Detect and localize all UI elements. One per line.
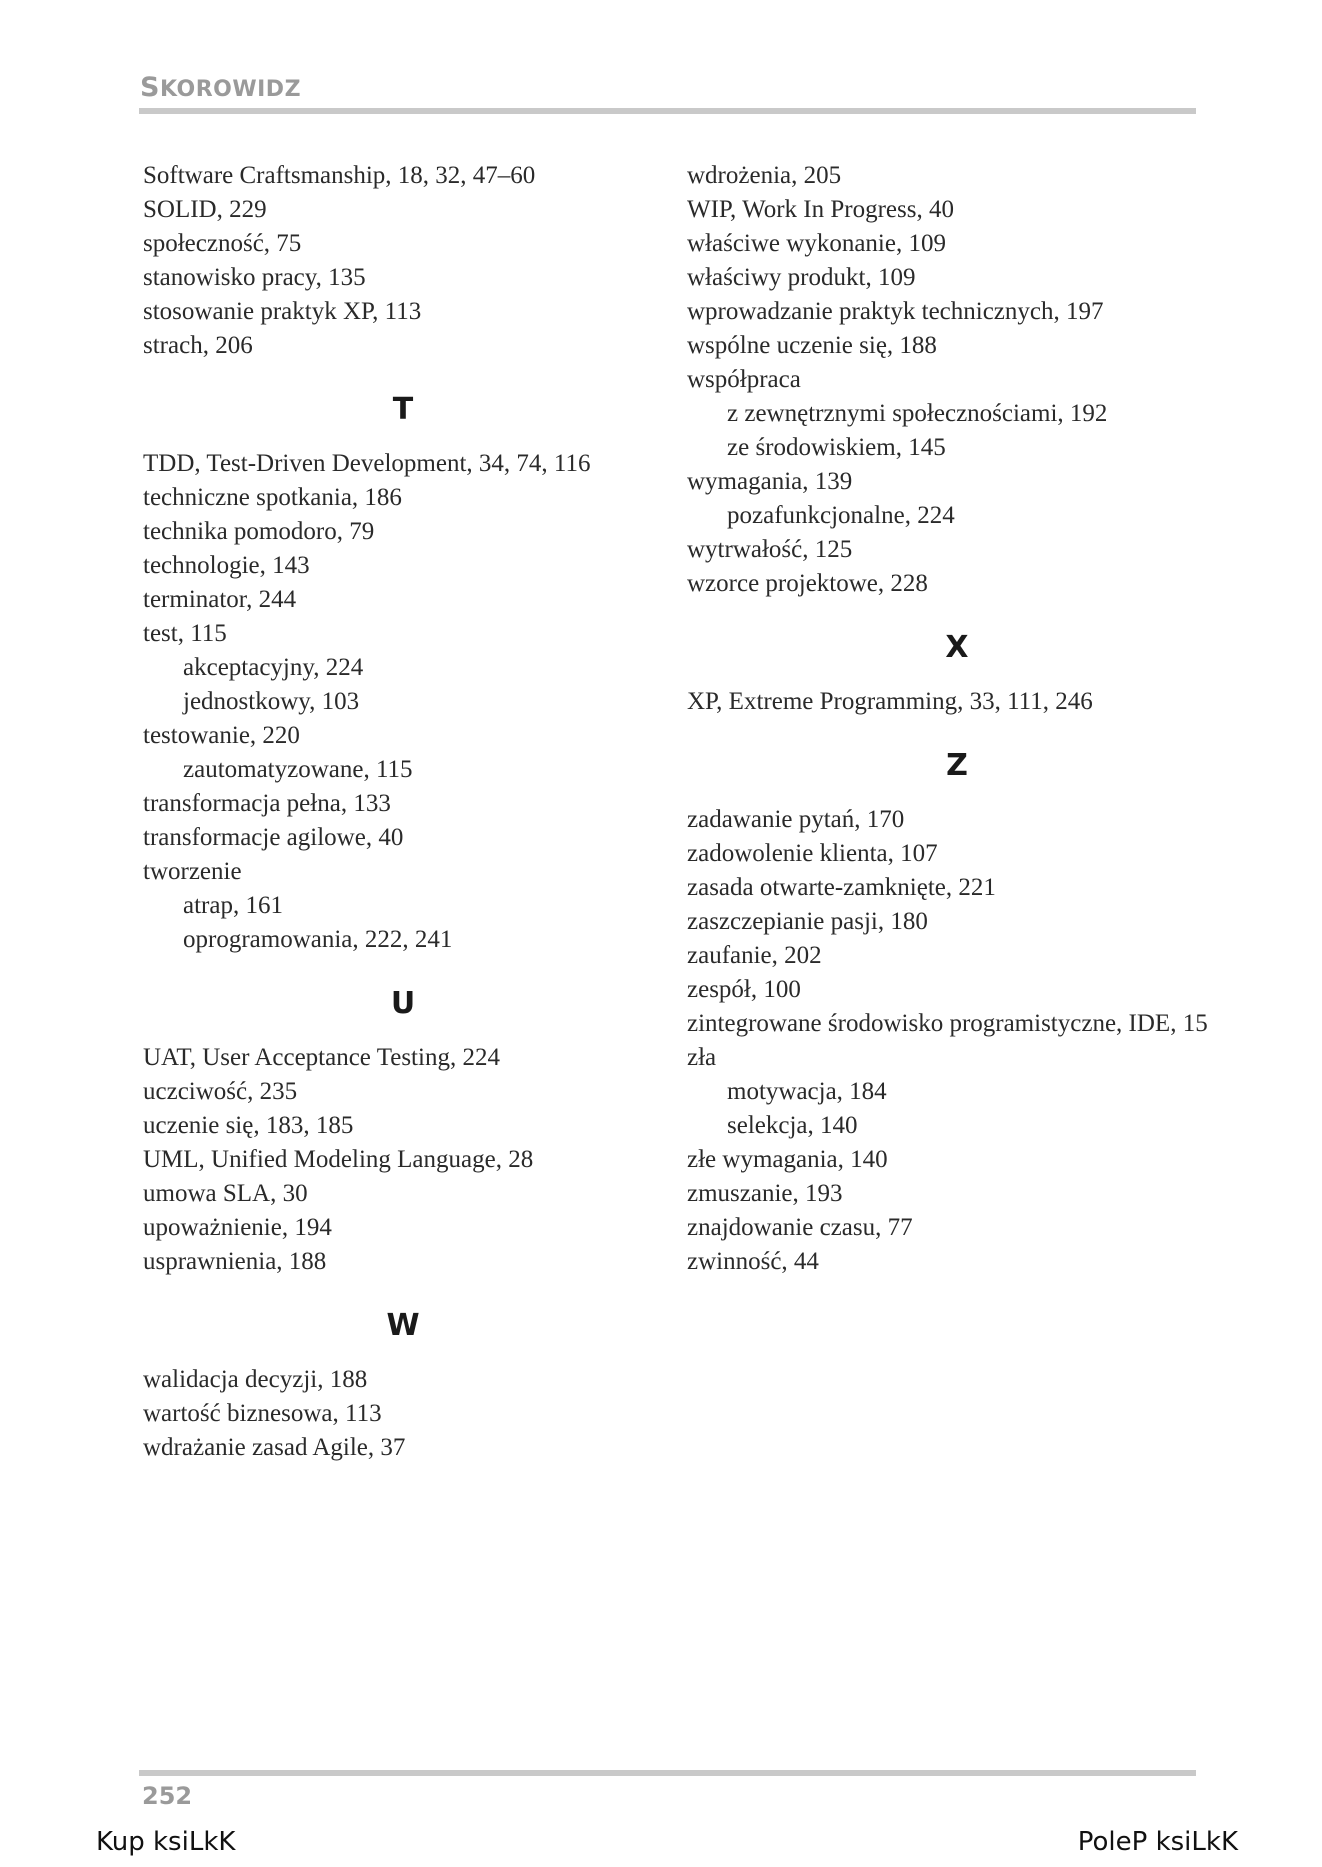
index-entry: uczciwość, 235 bbox=[143, 1078, 298, 1105]
index-entry: zmuszanie, 193 bbox=[687, 1180, 843, 1207]
running-header-initial: S bbox=[140, 72, 160, 103]
index-entry: złe wymagania, 140 bbox=[687, 1146, 888, 1173]
section-letter-heading: Z bbox=[946, 748, 968, 783]
index-subentry: atrap, 161 bbox=[183, 892, 283, 919]
index-subentry: oprogramowania, 222, 241 bbox=[183, 926, 453, 953]
index-entry: stosowanie praktyk XP, 113 bbox=[143, 298, 422, 325]
index-entry: wdrażanie zasad Agile, 37 bbox=[143, 1434, 406, 1461]
index-entry: zintegrowane środowisko programistyczne, IDE, 15 bbox=[687, 1010, 1208, 1037]
index-subentry: jednostkowy, 103 bbox=[183, 688, 360, 715]
index-subentry: motywacja, 184 bbox=[727, 1078, 887, 1105]
index-entry: stanowisko pracy, 135 bbox=[143, 264, 366, 291]
index-subentry: ze środowiskiem, 145 bbox=[727, 434, 946, 461]
index-entry: transformacje agilowe, 40 bbox=[143, 824, 404, 851]
index-entry: zaszczepianie pasji, 180 bbox=[687, 908, 928, 935]
index-entry: strach, 206 bbox=[143, 332, 253, 359]
index-entry: wspólne uczenie się, 188 bbox=[687, 332, 937, 359]
index-entry: usprawnienia, 188 bbox=[143, 1248, 327, 1275]
index-entry: UAT, User Acceptance Testing, 224 bbox=[143, 1044, 500, 1071]
section-letter-heading: X bbox=[945, 630, 969, 665]
section-letter-heading: T bbox=[392, 392, 414, 427]
index-subentry: zautomatyzowane, 115 bbox=[183, 756, 413, 783]
running-header-rest: KOROWIDZ bbox=[159, 77, 302, 102]
index-column-right bbox=[687, 159, 1227, 1279]
index-subentry: pozafunkcjonalne, 224 bbox=[727, 502, 955, 529]
index-entry: uczenie się, 183, 185 bbox=[143, 1112, 354, 1139]
index-subentry: selekcja, 140 bbox=[727, 1112, 858, 1139]
index-entry: techniczne spotkania, 186 bbox=[143, 484, 402, 511]
page-number: 252 bbox=[142, 1782, 193, 1810]
index-entry: zespół, 100 bbox=[687, 976, 801, 1003]
index-entry: walidacja decyzji, 188 bbox=[143, 1366, 368, 1393]
index-entry: wymagania, 139 bbox=[687, 468, 853, 495]
index-entry: zadowolenie klienta, 107 bbox=[687, 840, 938, 867]
index-entry: zwinność, 44 bbox=[687, 1248, 819, 1275]
index-subentry: akceptacyjny, 224 bbox=[183, 654, 364, 681]
running-header bbox=[140, 72, 301, 103]
index-entry: transformacja pełna, 133 bbox=[143, 790, 391, 817]
index-entry: zaufanie, 202 bbox=[687, 942, 822, 969]
index-entry: WIP, Work In Progress, 40 bbox=[687, 196, 954, 223]
header-rule bbox=[139, 108, 1196, 114]
index-entry: umowa SLA, 30 bbox=[143, 1180, 308, 1207]
index-entry: wytrwałość, 125 bbox=[687, 536, 853, 563]
index-entry: UML, Unified Modeling Language, 28 bbox=[143, 1146, 534, 1173]
section-letter-heading: U bbox=[390, 986, 416, 1021]
index-entry: tworzenie bbox=[143, 858, 242, 885]
index-subentry: z zewnętrznymi społecznościami, 192 bbox=[727, 400, 1108, 427]
index-entry: zła bbox=[687, 1044, 717, 1071]
index-entry: technologie, 143 bbox=[143, 552, 310, 579]
index-entry: technika pomodoro, 79 bbox=[143, 518, 375, 545]
index-entry: test, 115 bbox=[143, 620, 227, 647]
index-entry: wdrożenia, 205 bbox=[687, 162, 842, 189]
index-entry: społeczność, 75 bbox=[143, 230, 302, 257]
index-entry: współpraca bbox=[687, 366, 801, 393]
index-entry: wprowadzanie praktyk technicznych, 197 bbox=[687, 298, 1104, 325]
index-entry: Software Craftsmanship, 18, 32, 47–60 bbox=[143, 162, 536, 189]
index-entry: zasada otwarte-zamknięte, 221 bbox=[687, 874, 996, 901]
index-entry: testowanie, 220 bbox=[143, 722, 300, 749]
index-entry: terminator, 244 bbox=[143, 586, 297, 613]
footer-buy-book-link[interactable]: Kup ksiLkK bbox=[96, 1827, 236, 1857]
index-column-left bbox=[143, 159, 663, 1465]
index-entry: upoważnienie, 194 bbox=[143, 1214, 332, 1241]
section-letter-heading: W bbox=[386, 1308, 420, 1343]
index-entry: wartość biznesowa, 113 bbox=[143, 1400, 382, 1427]
footer-recommend-book-link[interactable]: PoleP ksiLkK bbox=[1077, 1827, 1238, 1857]
index-entry: XP, Extreme Programming, 33, 111, 246 bbox=[687, 688, 1093, 715]
index-entry: właściwy produkt, 109 bbox=[687, 264, 916, 291]
index-entry: TDD, Test-Driven Development, 34, 74, 116 bbox=[143, 450, 591, 477]
index-entry: zadawanie pytań, 170 bbox=[687, 806, 905, 833]
footer-rule bbox=[139, 1770, 1196, 1776]
index-entry: SOLID, 229 bbox=[143, 196, 267, 223]
index-entry: znajdowanie czasu, 77 bbox=[687, 1214, 913, 1241]
index-entry: wzorce projektowe, 228 bbox=[687, 570, 928, 597]
index-entry: właściwe wykonanie, 109 bbox=[687, 230, 946, 257]
